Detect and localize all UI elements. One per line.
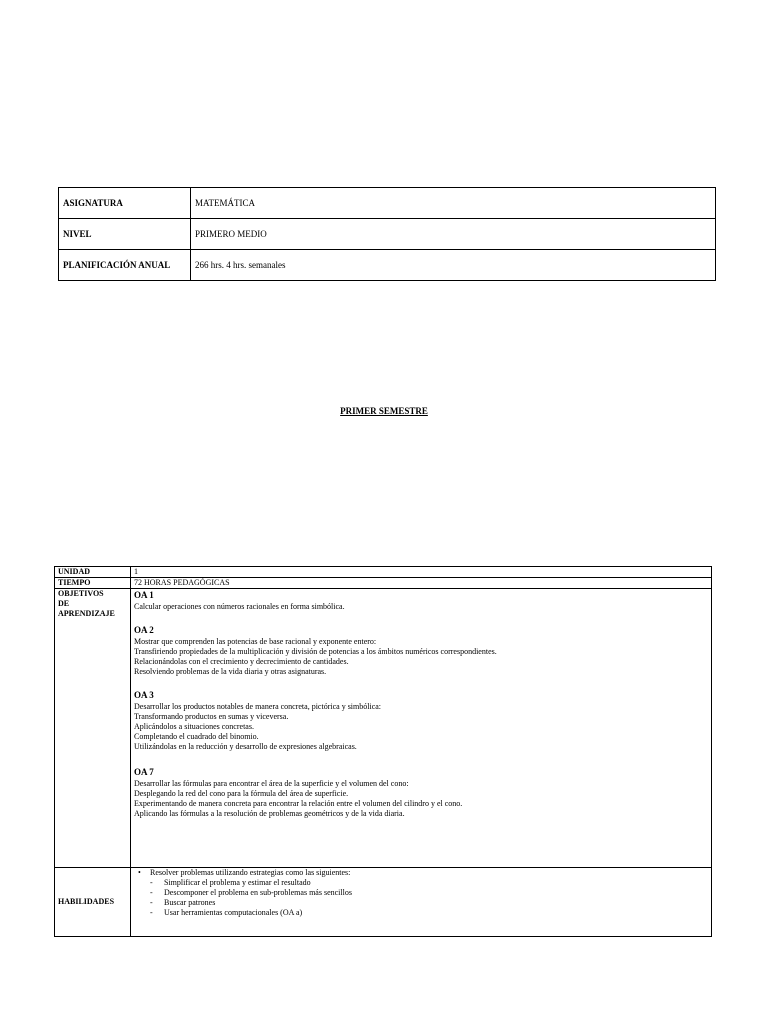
skills-intro-item [134,868,708,878]
objective-title: OA 2 [134,625,154,635]
objective-line: Desarrollar las fórmulas para encontrar el área de la superficie y el volumen del cono: [134,779,409,788]
skill-item [134,888,708,898]
skill-item [134,898,708,908]
skill-text: Buscar patrones [164,898,216,907]
subject-info-table [58,187,716,281]
objective-line: Relacionándolas con el crecimiento y decrecimiento de cantidades. [134,657,349,666]
dash-mark: - [150,878,153,887]
info-row-nivel [59,219,716,250]
objective-line: Desplegando la red del cono para la fórmula del área de superficie. [134,789,349,798]
skills-cell [131,868,712,937]
info-row-asignatura [59,188,716,219]
dash-mark: - [150,908,153,917]
unit-row-objetivos [55,589,712,868]
objective-title: OA 7 [134,767,154,777]
objectives-cell [131,589,712,868]
objective-title: OA 1 [134,590,154,600]
asignatura-label: ASIGNATURA [59,188,191,219]
skills-intro-text: Resolver problemas utilizando estrategias como las siguientes: [150,868,351,877]
tiempo-label: TIEMPO [55,578,131,589]
unidad-value: 1 [131,567,712,578]
objetivos-label-line: APRENDIZAJE [58,609,115,618]
objetivos-label-line: DE [58,599,70,608]
objective-oa1 [134,589,708,612]
objetivos-label-line: OBJETIVOS [58,589,104,598]
habilidades-label: HABILIDADES [55,868,131,937]
info-row-planificacion [59,250,716,281]
dash-mark: - [150,898,153,907]
dash-mark: - [150,888,153,897]
unit-row-habilidades [55,868,712,937]
semester-heading: PRIMER SEMESTRE [340,406,428,416]
objective-line: Desarrollar los productos notables de manera concreta, pictórica y simbólica: [134,702,382,711]
unidad-label: UNIDAD [55,567,131,578]
objective-line: Resolviendo problemas de la vida diaria y otras asignaturas. [134,667,327,676]
objective-line: Aplicando las fórmulas a la resolución de problemas geométricos y de la vida diaria. [134,809,405,818]
objective-line: Aplicándolos a situaciones concretas. [134,722,254,731]
objective-line: Mostrar que comprenden las potencias de base racional y exponente entero: [134,637,377,646]
planificacion-label: PLANIFICACIÓN ANUAL [59,250,191,281]
unit-row-unidad [55,567,712,578]
objective-line: Utilizándolas en la reducción y desarrollo de expresiones algebraicas. [134,742,357,751]
skill-text: Descomponer el problema en sub-problemas más sencillos [164,888,352,897]
objective-line: Transfiriendo propiedades de la multiplicación y división de potencias a los ámbitos numéricos correspondientes. [134,647,497,656]
objective-oa3 [134,689,708,752]
objective-line: Experimentando de manera concreta para encontrar la relación entre el volumen del cilindro y el cono. [134,799,463,808]
unit-row-tiempo [55,578,712,589]
planificacion-value: 266 hrs. 4 hrs. semanales [191,250,716,281]
objective-oa7 [134,766,708,819]
asignatura-value: MATEMÁTICA [191,188,716,219]
objective-line: Calcular operaciones con números racionales en forma simbólica. [134,602,345,611]
objetivos-label [55,589,131,868]
objective-line: Completando el cuadrado del binomio. [134,732,259,741]
bullet-mark: • [138,868,141,877]
skill-item [134,908,708,918]
tiempo-value: 72 HORAS PEDAGÓGICAS [131,578,712,589]
skill-text: Simplificar el problema y estimar el resultado [164,878,311,887]
objective-title: OA 3 [134,690,154,700]
unit-table [54,566,712,937]
skill-text: Usar herramientas computacionales (OA a) [164,908,303,917]
skill-item [134,878,708,888]
objective-oa2 [134,624,708,677]
nivel-value: PRIMERO MEDIO [191,219,716,250]
nivel-label: NIVEL [59,219,191,250]
objective-line: Transformando productos en sumas y viceversa. [134,712,289,721]
